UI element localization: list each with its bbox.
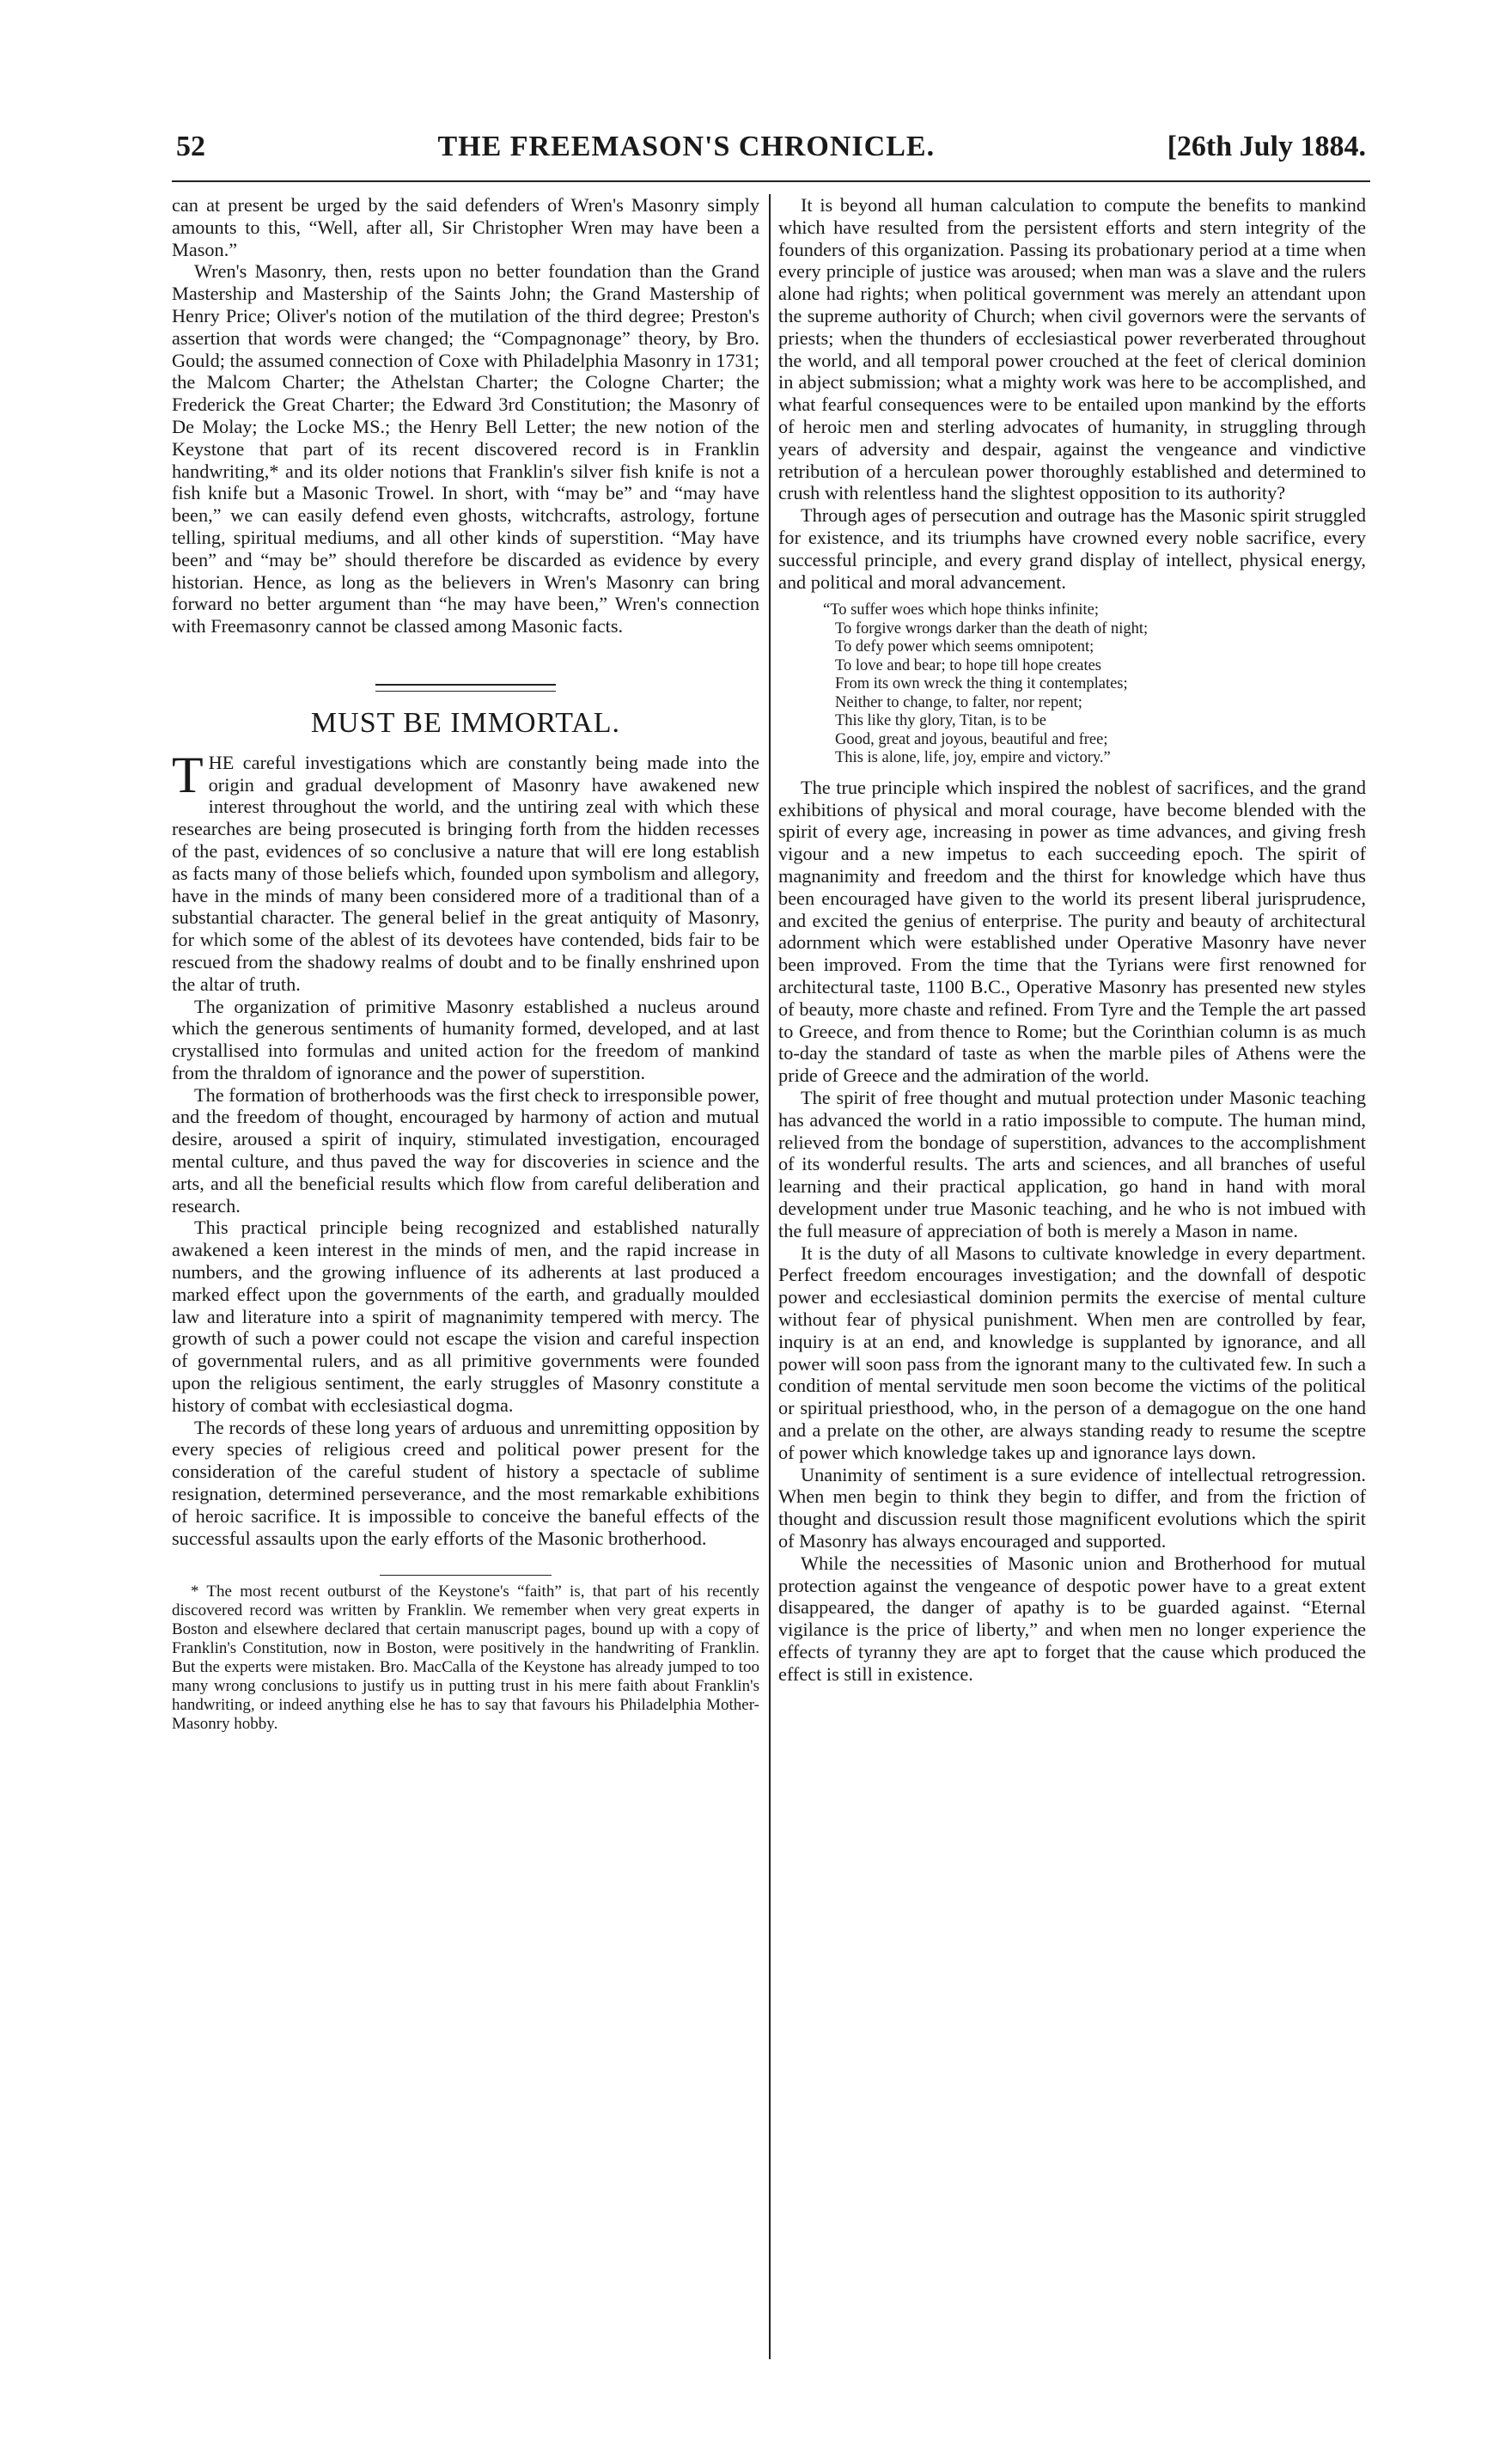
footnote: * The most recent outburst of the Keystone's “faith” is, that part of his recently discovered record was written by Franklin. We remember when very great experts in Boston and elsewhere declared that certain manuscript pages, bound up with a copy of Franklin's Constitution, now in Boston, were positively in the handwriting of Franklin. But the experts were mistaken. Bro. MacCalla of the Keystone has already jumped to too many wrong conclusions to justify us in putting trust in his mere faith about Franklin's handwriting, or indeed anything else he has to say that favours his Philadelphia Mother-Masonry hobby. xyxy=(172,1583,759,1734)
article-paragraph: This practical principle being recognized and established naturally awakened a keen interest in the minds of men, and the rapid increase in numbers, and the growing influence of its adherents at last produced a marked effect upon the governments of the earth, and gradually moulded law and literature into a spirit of magnanimity tempered with mercy. The growth of such a power could not escape the vision and careful inspection of governmental rulers, and as all primitive governments were founded upon the religious sentiment, the early struggles of Masonry constitute a history of combat with ecclesiastical dogma. xyxy=(172,1217,759,1416)
poem-line: To forgive wrongs darker than the death of night; xyxy=(835,619,1149,637)
article-paragraph: The records of these long years of arduous and unremitting opposition by every species of religious creed and political power present for the consideration of the careful student of history a spectacle of sublime resignation, determined perseverance, and the most remarkable exhibitions of heroic sacrifice. It is impossible to conceive the baneful effects of the successful assaults upon the early efforts of the Masonic brotherhood. xyxy=(172,1416,759,1549)
poem-line: To love and bear; to hope till hope creates xyxy=(835,656,1102,674)
poem-line: “To suffer woes which hope thinks infinite; xyxy=(823,601,1100,619)
article-paragraph: It is the duty of all Masons to cultivate knowledge in every department. Perfect freedom encourages investigation; and the downfall of despotic power and ecclesiastical dominion permits the exercise of mental culture without fear of physical punishment. When men are controlled by fear, inquiry is at an end, and knowledge is supplanted by ignorance, and all power will soon pass from the ignorant many to the cultivated few. In such a condition of mental servitude men soon become the victims of the political or spiritual priesthood, who, in the person of a demagogue on the one hand and a prelate on the other, are always standing ready to resume the sceptre of power which knowledge takes up and ignorance lays down. xyxy=(778,1241,1366,1463)
column-rule xyxy=(769,194,771,2359)
issue-date: [26th July 1884. xyxy=(1167,131,1366,162)
article-paragraph: The organization of primitive Masonry established a nucleus around which the generous sentiments of humanity formed, developed, and at last crystallised into formulas and united action for the freedom of mankind from the thraldom of ignorance and the power of superstition. xyxy=(172,995,759,1083)
article-paragraph: While the necessities of Masonic union and Brotherhood for mutual protection against the vengeance of despotic power have to a great extent disappeared, the danger of apathy is to be guarded against. “Eternal vigilance is the price of liberty,” and when men no longer experience the effects of tyranny they are apt to forget that the cause which produced the effect is still in existence. xyxy=(778,1552,1366,1685)
left-column xyxy=(172,194,759,1734)
article-paragraph xyxy=(172,746,759,996)
poem-line: From its own wreck the thing it contemplates; xyxy=(835,675,1128,693)
poem-line: This is alone, life, joy, empire and victory.” xyxy=(835,749,1111,767)
article-paragraph-text: HE careful investigations which are constantly being made into the origin and gradual development of Masonry have awakened new interest throughout the world, and the untiring zeal with which these researches are being prosecuted is bringing forth from the hidden recesses of the past, evidences of so conclusive a nature that will ere long establish as facts many of those beliefs which, founded upon symbolism and allegory, have in the minds of many been considered more of a traditional than of a substantial character. The general belief in the great antiquity of Masonry, for which some of the ablest of its devotees have contended, bids fair to be rescued from the shadowy realms of doubt and to be finally enshrined upon the altar of truth. xyxy=(172,751,759,995)
paper-title: THE FREEMASON'S CHRONICLE. xyxy=(437,131,936,162)
article-paragraph: The spirit of free thought and mutual protection under Masonic teaching has advanced the world in a ratio impossible to compute. The human mind, relieved from the bondage of superstition, advances to the accomplishment of its wonderful results. The arts and sciences, and all branches of useful learning and their practical application, go hand in hand with moral development under true Masonic teaching, and he who is not imbued with the full measure of appreciation of both is merely a Mason in name. xyxy=(778,1087,1366,1241)
article-paragraph: Wren's Masonry, then, rests upon no better foundation than the Grand Mastership and Mastership of the Saints John; the Grand Mastership of Henry Price; Oliver's notion of the mutilation of the third degree; Preston's assertion that words were changed; the “Compagnonage” theory, by Bro. Gould; the assumed connection of Coxe with Philadelphia Masonry in 1731; the Malcom Charter; the Athelstan Charter; the Cologne Charter; the Frederick the Great Charter; the Edward 3rd Constitution; the Masonry of De Molay; the Locke MS.; the Henry Bell Letter; the new notion of the Keystone that part of its recent discovered record is in Franklin handwriting,* and its older notions that Franklin's silver fish knife is not a fish knife but a Masonic Trowel. In short, with “may be” and “may have been,” we can easily defend even ghosts, witchcrafts, astrology, fortune telling, spiritual mediums, and all other kinds of superstition. “May have been” and “may be” should therefore be discarded as evidence by every historian. Hence, as long as the believers in Wren's Masonry can bring forward no better argument than “he may have been,” Wren's connection with Freemasonry cannot be classed among Masonic facts. xyxy=(172,260,759,637)
footnote-divider xyxy=(380,1575,552,1576)
header-rule xyxy=(172,180,1370,182)
poem-line: Good, great and joyous, beautiful and free; xyxy=(835,730,1108,748)
article-paragraph: can at present be urged by the said defenders of Wren's Masonry simply amounts to this, “Well, after all, Sir Christopher Wren may have been a Mason.” xyxy=(172,194,759,260)
masthead xyxy=(176,131,1366,179)
poem-line: This like thy glory, Titan, is to be xyxy=(835,712,1046,730)
article-paragraph: Through ages of persecution and outrage has the Masonic spirit struggled for existence, and its triumphs have crowned every noble sacrifice, every successful principle, and every grand display of intellect, physical energy, and political and moral advancement. xyxy=(778,504,1366,593)
article-paragraph: Unanimity of sentiment is a sure evidence of intellectual retrogression. When men begin to think they begin to differ, and from the friction of thought and discussion result those magnificent evolutions which the spirit of Masonry has always encouraged and supported. xyxy=(778,1463,1366,1552)
drop-cap: T xyxy=(172,746,204,803)
article-paragraph: It is beyond all human calculation to compute the benefits to mankind which have resulted from the persistent efforts and stern integrity of the founders of this organization. Passing its probationary period at a time when every principle of justice was aroused; when man was a slave and the rulers alone had rights; when political government was merely an attendant upon the supreme authority of Church; when civil governors were the servants of priests; when the thunders of ecclesiastical power reverberated throughout the world, and all temporal power crouched at the feet of clerical dominion in abject submission; what a mighty work was here to be accomplished, and what fearful consequences were to be entailed upon mankind by the efforts of heroic men and sterling advocates of humanity, in struggling through years of adversity and despair, against the vengeance and vindictive retribution of a herculean power thoroughly established and determined to crush with relentless hand the slightest opposition to its authority? xyxy=(778,194,1366,504)
right-column xyxy=(778,194,1366,1686)
article-paragraph: The formation of brotherhoods was the first check to irresponsible power, and the freedom of thought, encouraged by harmony of action and mutual desire, aroused a spirit of inquiry, stimulated investigation, encouraged mental culture, and thus paved the way for discoveries in science and the arts, and all the beneficial results which flow from careful deliberation and research. xyxy=(172,1083,759,1217)
poem-line: Neither to change, to falter, nor repent; xyxy=(835,693,1082,711)
poem-line: To defy power which seems omnipotent; xyxy=(835,638,1094,656)
poem-quote xyxy=(823,601,1366,768)
article-divider xyxy=(375,684,556,692)
page-number: 52 xyxy=(176,131,205,162)
section-title: MUST BE IMMORTAL. xyxy=(310,706,621,739)
article-paragraph: The true principle which inspired the noblest of sacrifices, and the grand exhibitions of physical and moral courage, have become blended with the spirit of every age, increasing in power as time advances, and giving fresh vigour and a new impetus to each succeeding epoch. The spirit of magnanimity and freedom and the thirst for knowledge which have thus been encouraged have given to the world its present liberal jurisprudence, and excited the genius of enterprise. The purity and beauty of architectural adornment which were established under Operative Masonry have never been improved. From the time that the Tyrians were first renowned for architectural taste, 1100 B.C., Operative Masonry has presented new styles of beauty, more chaste and refined. From Tyre and the Temple the art passed to Greece, and from thence to Rome; but the Corinthian column is as much to-day the standard of taste as when the marble piles of Athens were the pride of Greece and the admiration of the world. xyxy=(778,776,1366,1087)
